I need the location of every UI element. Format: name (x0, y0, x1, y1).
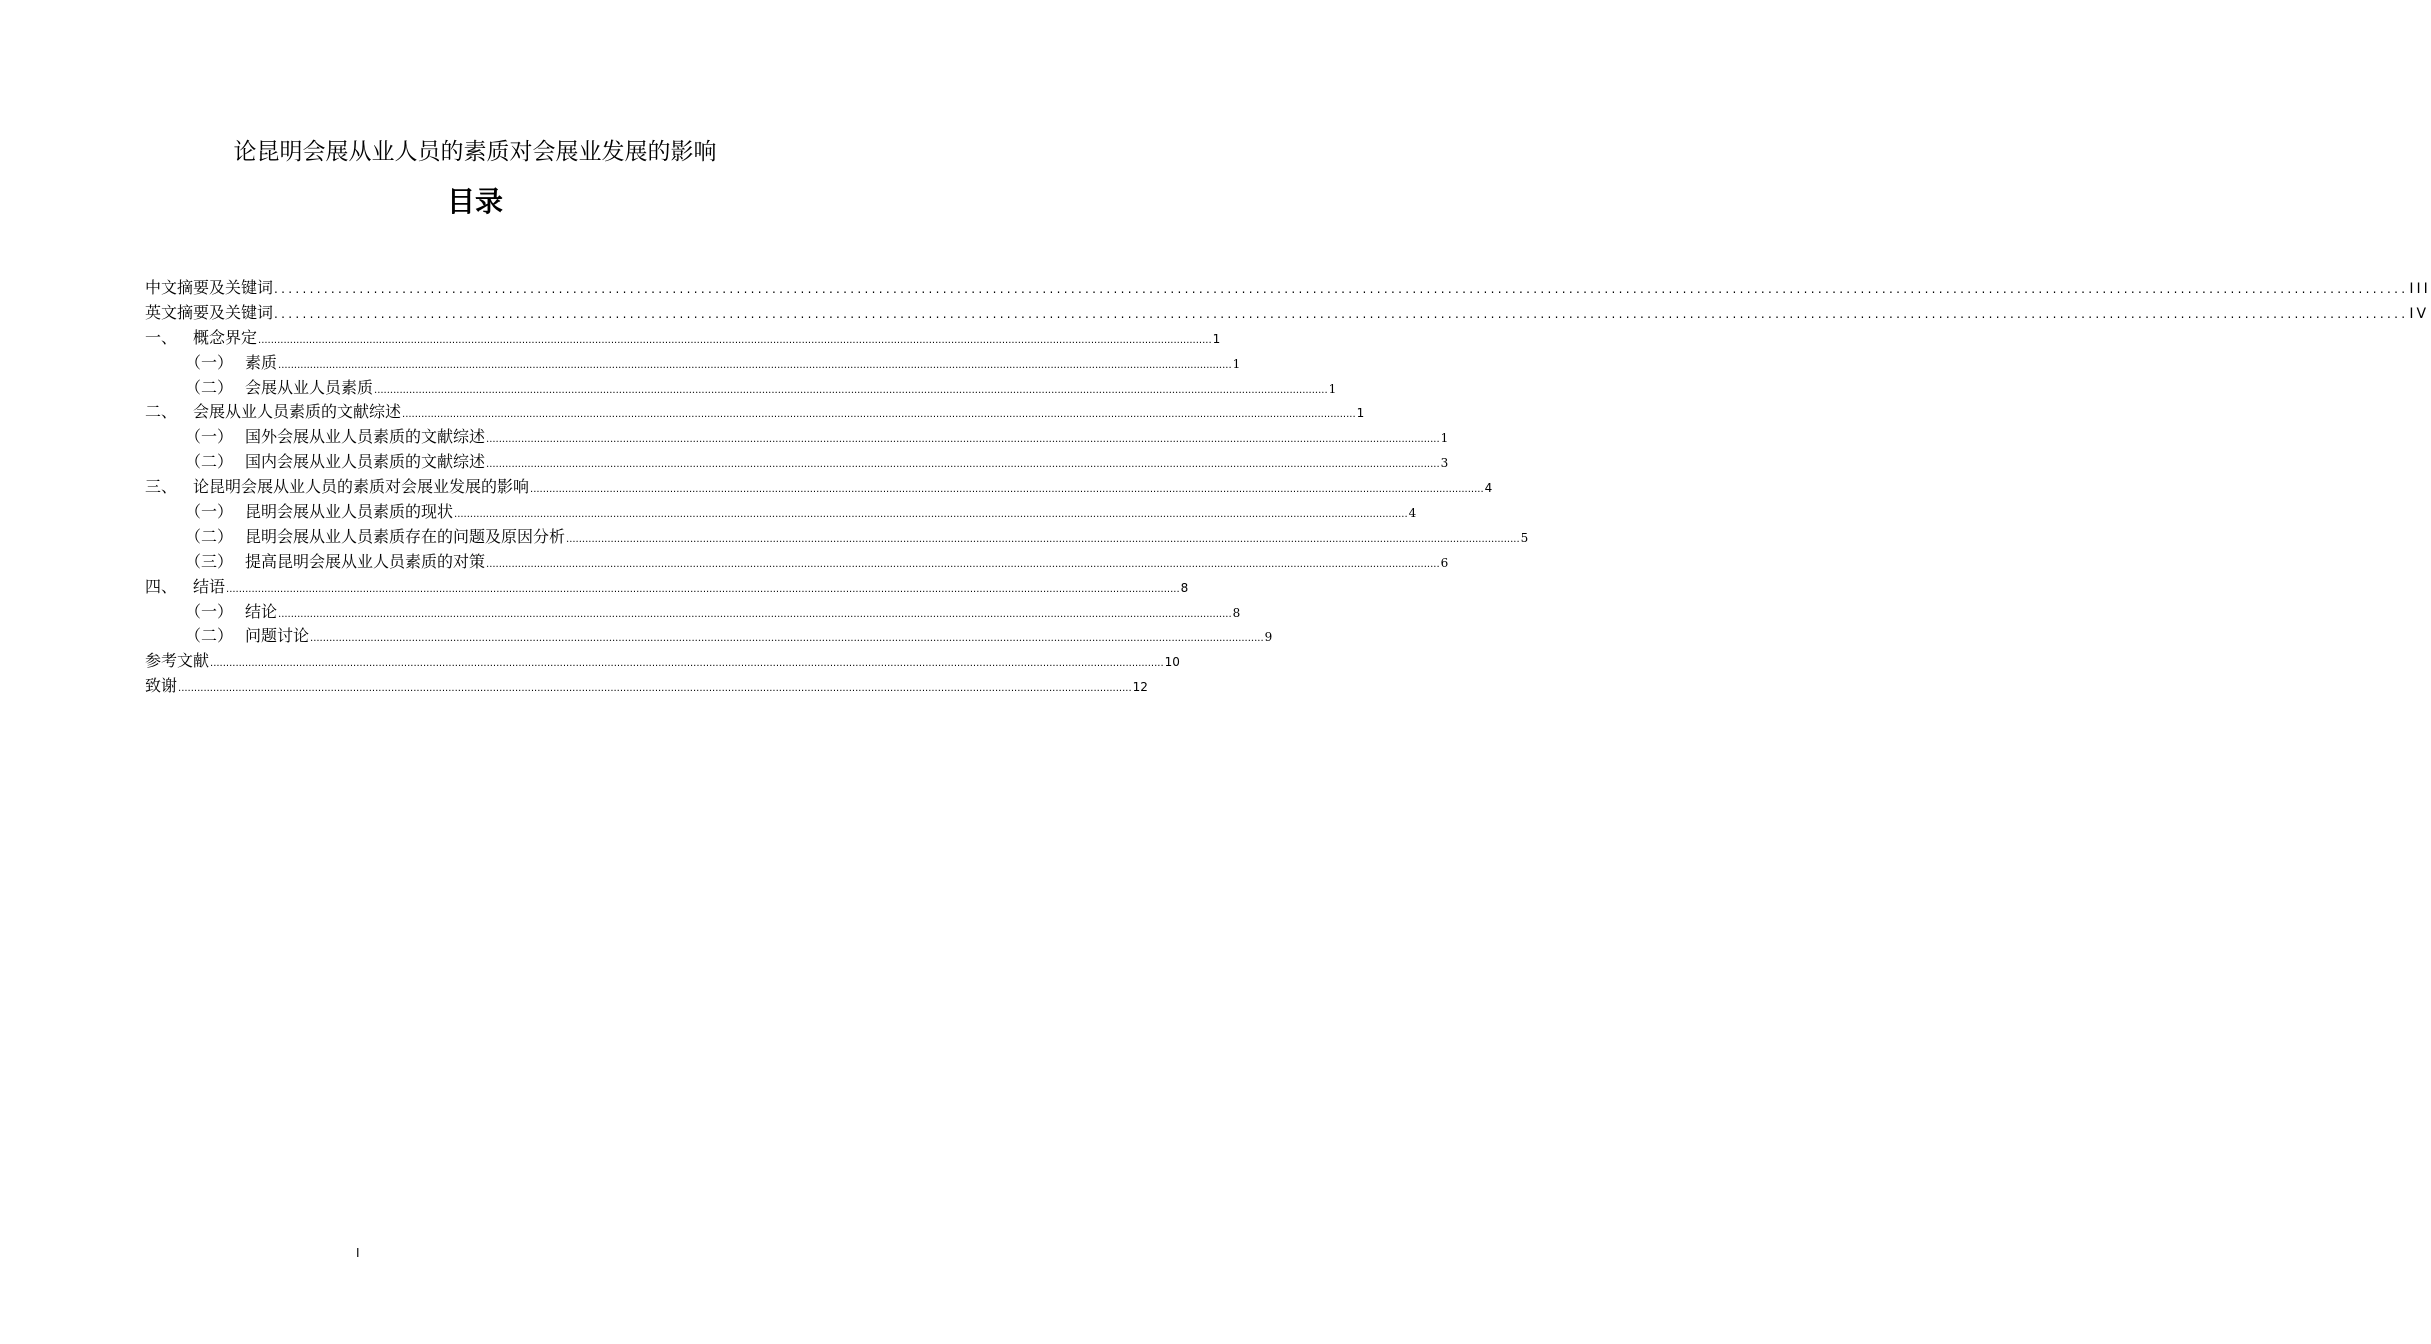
dot-leader: ............................................................................................................................................................................................................................................................................................................ (278, 608, 1232, 620)
toc-chapter-number: 一、 (145, 327, 178, 347)
toc-entry-label: 会展从业人员素质的文献综述 (193, 402, 402, 422)
toc-section-4-1[interactable] (145, 599, 1241, 624)
toc-section-3-3[interactable] (145, 549, 1449, 574)
toc-entry-page: 8 (1232, 605, 1241, 620)
toc-chapter-3[interactable] (145, 474, 1493, 499)
toc-section-number: （三） (185, 551, 234, 571)
toc-entry-references[interactable] (145, 648, 1180, 673)
toc-entry-page: 1 (1328, 381, 1337, 396)
dot-leader: ............................................................................................................................................................................................................................................................................................................ (530, 484, 1484, 496)
toc-section-3-2[interactable] (145, 524, 1529, 549)
toc-entry-page: 10 (1164, 655, 1180, 670)
toc-section-number: （一） (185, 502, 234, 522)
dot-leader: ............................................................................................................................................................................................................................................................................................................ (486, 434, 1440, 446)
document-title: 论昆明会展从业人员的素质对会展业发展的影响 (233, 139, 717, 165)
toc-entry-page: 1 (1232, 356, 1241, 371)
toc-section-number: （二） (185, 526, 234, 546)
toc-entry-label: 提高昆明会展从业人员素质的对策 (245, 551, 486, 571)
toc-section-number: （一） (185, 352, 234, 372)
toc-entry-page: 8 (1180, 580, 1189, 595)
toc-entry-label: 国内会展从业人员素质的文献综述 (245, 452, 486, 472)
toc-entry-label: 素质 (245, 352, 278, 372)
dot-leader: ............................................................................................................................................................................................................................................................................................................ (486, 558, 1440, 570)
toc-entry-label: 结论 (245, 601, 278, 621)
toc-section-2-1[interactable] (145, 424, 1449, 449)
toc-chapter-2[interactable] (145, 399, 1365, 424)
dot-leader: ............................................................................................................................................................................................................................................................................................................ (226, 583, 1180, 595)
toc-entry-label: 论昆明会展从业人员的素质对会展业发展的影响 (193, 477, 530, 497)
toc-entry-page: III (2409, 281, 2431, 297)
toc-entry-page: 4 (1484, 481, 1493, 496)
toc-entry-label: 结语 (193, 576, 226, 596)
dot-leader: ............................................................................................................................................................................................................................................................................................................ (486, 459, 1440, 471)
toc-entry-page: 4 (1408, 506, 1417, 521)
toc-entry-chinese-abstract[interactable] (145, 275, 2431, 300)
dot-leader: ............................................................................................................................................................................................................................................................................................................ (274, 306, 2409, 321)
dot-leader: ............................................................................................................................................................................................................................................................................................................ (454, 509, 1408, 521)
toc-section-1-2[interactable] (145, 375, 1337, 400)
toc-entry-page: 1 (1440, 431, 1449, 446)
toc-entry-page: 1 (1356, 406, 1365, 421)
toc-chapter-number: 四、 (145, 576, 178, 596)
toc-section-1-1[interactable] (145, 350, 1241, 375)
toc-entry-english-abstract[interactable] (145, 300, 2430, 325)
dot-leader: ............................................................................................................................................................................................................................................................................................................ (310, 633, 1264, 645)
toc-entry-label: 概念界定 (193, 327, 258, 347)
toc-entry-label: 参考文献 (145, 651, 210, 671)
toc-entry-label: 昆明会展从业人员素质的现状 (245, 502, 454, 522)
toc-section-3-1[interactable] (145, 499, 1417, 524)
table-of-contents (145, 275, 2431, 698)
dot-leader: ............................................................................................................................................................................................................................................................................................................ (258, 334, 1212, 346)
toc-section-number: （一） (185, 601, 234, 621)
toc-entry-page: 6 (1440, 555, 1449, 570)
toc-section-4-2[interactable] (145, 623, 1273, 648)
toc-entry-page: 1 (1212, 331, 1221, 346)
toc-section-number: （二） (185, 452, 234, 472)
toc-entry-page: 3 (1440, 456, 1449, 471)
toc-section-2-2[interactable] (145, 449, 1449, 474)
toc-heading: 目录 (446, 185, 503, 218)
toc-entry-label: 昆明会展从业人员素质存在的问题及原因分析 (245, 526, 566, 546)
dot-leader: ............................................................................................................................................................................................................................................................................................................ (210, 658, 1164, 670)
toc-entry-label: 国外会展从业人员素质的文献综述 (245, 427, 486, 447)
toc-section-number: （一） (185, 427, 234, 447)
toc-entry-label: 致谢 (145, 676, 178, 696)
toc-section-number: （二） (185, 626, 234, 646)
dot-leader: ............................................................................................................................................................................................................................................................................................................ (566, 533, 1520, 545)
toc-entry-page: IV (2409, 305, 2430, 322)
toc-entry-page: 9 (1264, 630, 1273, 645)
toc-entry-label: 中文摘要及关键词 (145, 278, 274, 297)
toc-entry-label: 问题讨论 (245, 626, 310, 646)
toc-entry-label: 英文摘要及关键词 (145, 302, 274, 322)
dot-leader: ............................................................................................................................................................................................................................................................................................................ (278, 359, 1232, 371)
toc-entry-page: 5 (1520, 530, 1529, 545)
toc-entry-label: 会展从业人员素质 (245, 377, 374, 397)
toc-entry-page: 12 (1132, 680, 1148, 695)
dot-leader: ............................................................................................................................................................................................................................................................................................................ (402, 409, 1356, 421)
page-number: I (356, 1246, 360, 1260)
toc-chapter-number: 二、 (145, 402, 178, 422)
toc-entry-acknowledgements[interactable] (145, 673, 1148, 698)
toc-chapter-number: 三、 (145, 477, 178, 497)
toc-section-number: （二） (185, 377, 234, 397)
toc-chapter-4[interactable] (145, 574, 1189, 599)
toc-chapter-1[interactable] (145, 325, 1221, 350)
dot-leader: ............................................................................................................................................................................................................................................................................................................ (374, 384, 1328, 396)
dot-leader: ............................................................................................................................................................................................................................................................................................................ (178, 683, 1132, 695)
dot-leader: ............................................................................................................................................................................................................................................................................................................ (274, 282, 2409, 296)
